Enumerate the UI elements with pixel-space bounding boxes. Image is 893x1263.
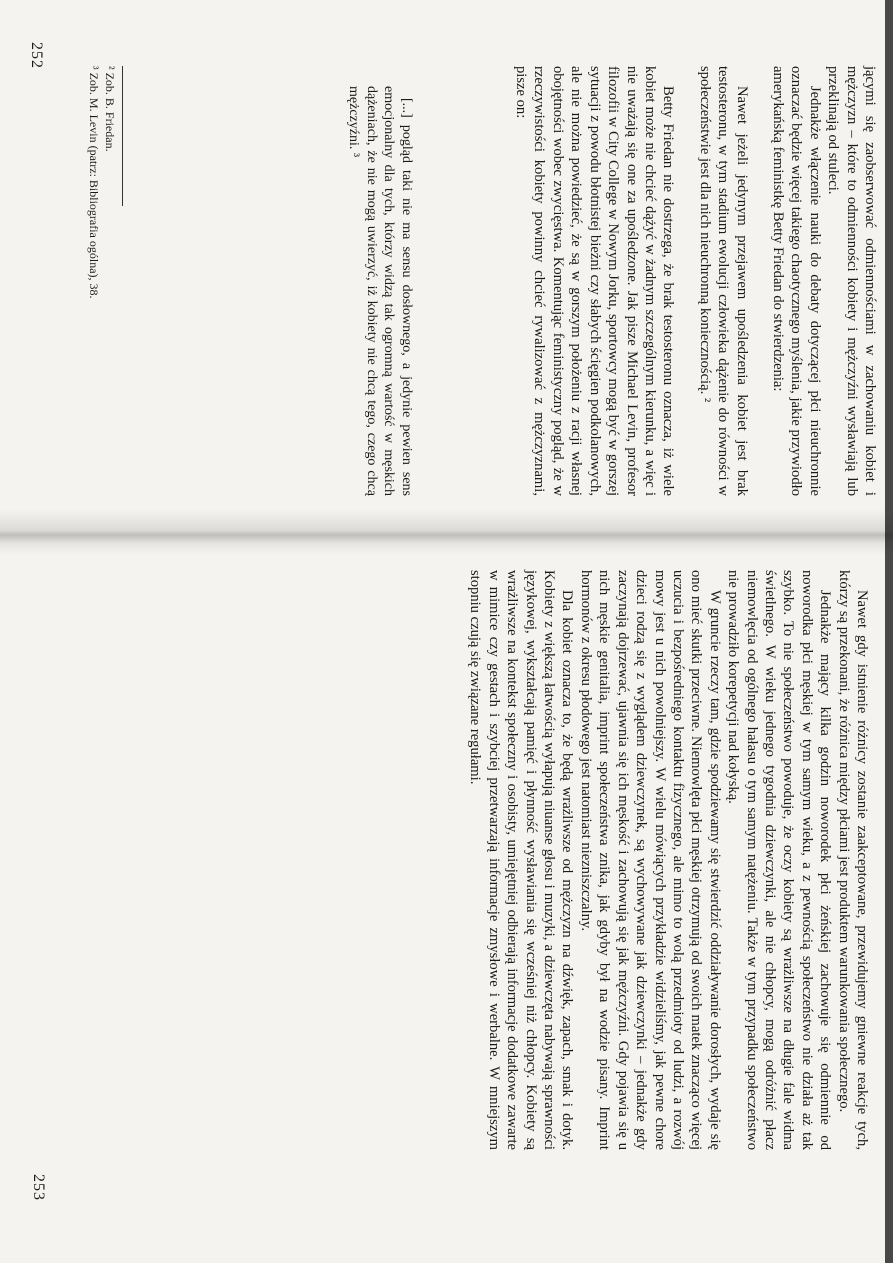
paragraph: jącymi się zaobserwować odmiennościami w zachowaniu kobiet i mężczyzn – które to odmienności kobiety i mężczyźni wysławiają lub przeklinają od stuleci. (825, 66, 878, 496)
paragraph: Jednakże włączenie nauki do debaty dotyczącej płci nieuchronnie oznaczać będzie więcej takiego chaotycznego myślenia, jakie przywiodło amerykańską feministkę Betty Friedan do stwierdzenia: (769, 66, 823, 496)
block-quote (345, 86, 415, 496)
paragraph: Dla kobiet oznacza to, że będą wrażliwsze od mężczyzn na dźwięk, zapach, smak i dotyk. Kobiety z większą łatwością wyłapują niuanse głosu i muzyki, a dziewczęta nabywają sprawności językowej, wykształcają pamięć i płynność wysławiania się wcześniej niż chłopcy. Kobiety są wrażliwsze na kontekst społeczny i osobisty, umiejętniej odbierają informacje dodatkowe zawarte w mimice czy gestach i szybciej przetwarzają informacje zmysłowe i werbalne. W mniejszym stopniu czują się związane regułami. (467, 570, 576, 1150)
footnote: ² Zob. B. Friedan. (103, 66, 117, 152)
paragraph: Nawet gdy istnienie różnicy zostanie zaakceptowane, przewidujemy gniewne reakcje tych, którzy są przekonani, że różnica między płciami jest produktem warunkowania społecznego. (835, 570, 870, 1150)
paragraph-quote-friedan: Nawet jeżeli jedynym przejawem upośledzenia kobiet jest brak testosteronu, w tym stadium ewolucji człowieka dążenie do równości w społeczeństwie jest dla nich nieuchronną koniecznością. ² (696, 66, 750, 496)
page-number: 252 (28, 42, 45, 69)
page-number: 253 (30, 1174, 47, 1201)
paragraph: W gruncie rzeczy tam, gdzie spodziewamy się stwierdzić oddziaływanie dorosłych, wydaje się ono mieć skutki przeciwne. Niemowlęta płci męskiej otrzymują od swoich matek znacząco więcej uczucia i bezpośredniego kontaktu fizycznego, ale mimo to wolą przedmioty od ludzi, a rozwój mowy jest u nich powolniejszy. W wielu mówiących przykładzie widzieliśmy, jak pewne chore dzieci rodzą się z wyglądem dziewczynek, są wychowywane jak dziewczynki – jednakże gdy zaczynają dojrzewać, ujawnia się ich męskość i zachowują się jak mężczyźni. Gdy pojawia się u nich męskie genitalia, imprint społeczeństwa znika, jak gdyby był na wodzie pisany. Imprint hormonów z okresu płodowego jest natomiast niezniszczalny. (577, 570, 723, 1150)
right-page (0, 540, 893, 1263)
footnotes (86, 66, 117, 496)
paragraph: Jednakże mający kilka godzin noworodek płci żeńskiej zachowuje się odmiennie od noworodka płci męskiej w tym samym wieku, a z pewnością społeczeństwo nie działa aż tak szybko. To nie społeczeństwo powoduje, że oczy kobiety są wrażliwsze na długie fale widma świetlnego. W wieku jednego tygodnia dziewczynki, ale nie chłopcy, mogą odróżnić płacz niemowlęcia od ogólnego hałasu o tym samym natężeniu. Także w tym przypadku społeczeństwo nie prowadziło korepetycji nad kołyską. (725, 570, 834, 1150)
paragraph: Betty Friedan nie dostrzega, że brak testosteronu oznacza, iż wiele kobiet może nie chcieć dążyć w żadnym szczególnym kierunku, a więc i nie uważają się one za upośledzone. Jak pisze Michael Levin, profesor filozofii w City College w Nowym Jorku, sportowcy mogą być w gorszej sytuacji z powodu błotnistej bieżni czy słabych ścięgien podkolanowych, ale nie można powiedzieć, że są w gorszym położeniu z racji własnej obojętności wobec zwycięstwa. Komentując feministyczny pogląd, że w rzeczywistości kobiety powinny chcieć rywalizować z mężczyznami, pisze on: (513, 66, 677, 496)
quote-text: [...] pogląd taki nie ma sensu dosłownego, a jedynie pewien sens emocjonalny dla tych, którzy widzą tak ogromną wartość w męskich dążeniach, że nie mogą uwierzyć, iż kobiety nie chcą tego, czego chcą mężczyźni. ³ (346, 86, 414, 496)
left-body-text (512, 66, 879, 496)
left-page (0, 0, 893, 530)
footnote: ³ Zob. M. Levin (patrz: Bibliografia ogólna), 38. (87, 66, 102, 299)
right-body-text (466, 570, 871, 1150)
footnote-divider (122, 66, 123, 206)
